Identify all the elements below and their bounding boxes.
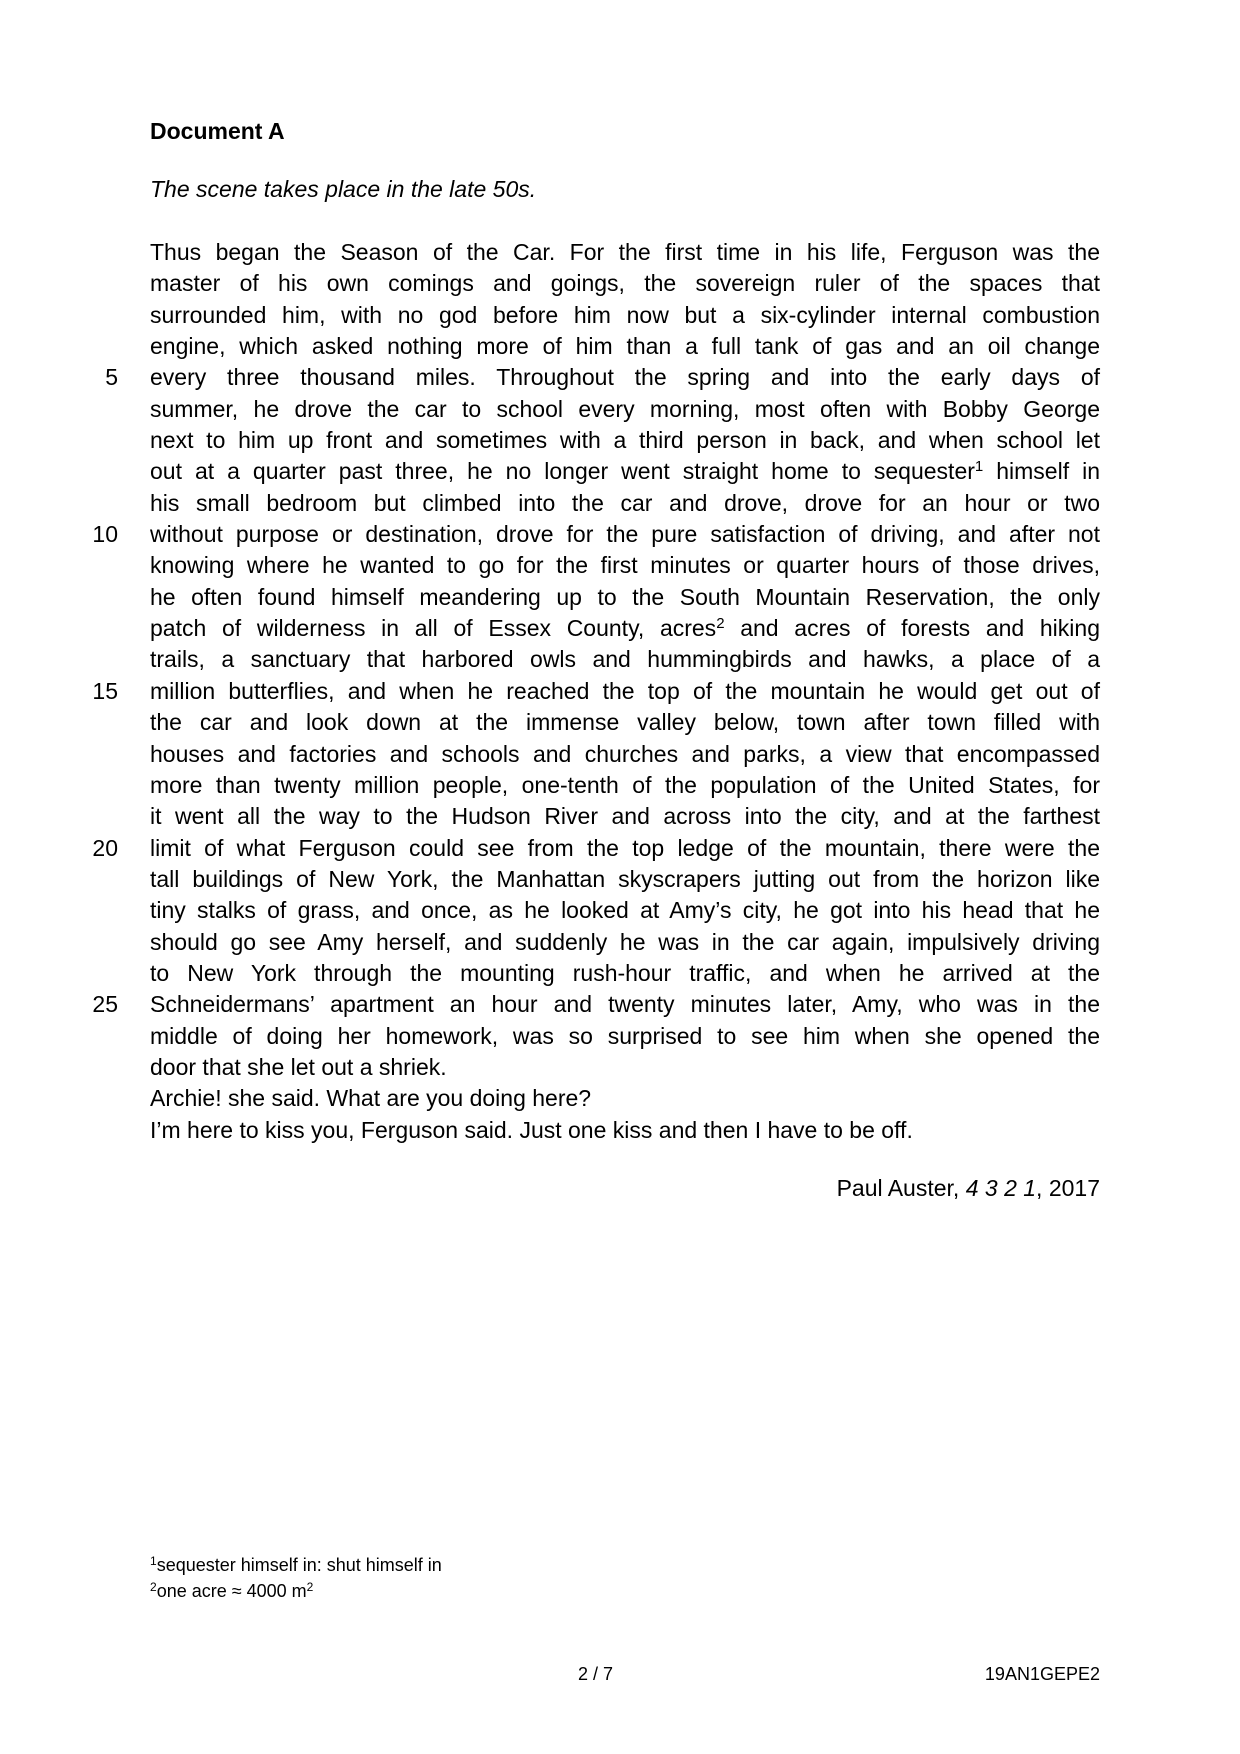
line-text [150, 362, 1100, 393]
citation-title: 4 3 2 1 [965, 1175, 1037, 1201]
line-segment: Schneidermans’ apartment an hour and twenty minutes later, Amy, who was in the [150, 991, 1100, 1018]
line-segment: out at a quarter past three, he no longer went straight home to sequester [150, 458, 975, 485]
passage-line [0, 1083, 1240, 1114]
line-segment: knowing where he wanted to go for the first minutes or quarter hours of those drives, [150, 552, 1100, 579]
footnote-mark: 2 [150, 1580, 157, 1594]
line-text [150, 488, 1100, 519]
line-text [150, 1083, 1100, 1114]
line-text [150, 425, 1100, 456]
passage-line [0, 1052, 1240, 1083]
line-text [150, 895, 1100, 926]
line-segment: door that she let out a shriek. [150, 1053, 447, 1080]
line-segment: million butterflies, and when he reached the top of the mountain he would get out of [150, 677, 1100, 704]
line-text [150, 739, 1100, 770]
footnote-text: sequester himself in: shut himself in [156, 1555, 442, 1575]
document-heading: Document A [150, 118, 285, 144]
passage-line [0, 644, 1240, 675]
line-text [150, 1115, 1100, 1146]
passage-line [0, 833, 1240, 864]
passage-line [0, 707, 1240, 738]
line-number: 25 [92, 991, 118, 1018]
line-segment: Thus began the Season of the Car. For the first time in his life, Ferguson was the [150, 239, 1100, 265]
line-segment: more than twenty million people, one-tenth of the population of the United States, for [150, 771, 1100, 798]
line-text [150, 707, 1100, 738]
passage-line [0, 613, 1240, 644]
line-number: 20 [92, 834, 118, 861]
passage-line [0, 895, 1240, 926]
line-segment: himself in [983, 458, 1100, 485]
line-text [150, 864, 1100, 895]
line-text [150, 394, 1100, 425]
line-segment: limit of what Ferguson could see from the top ledge of the mountain, there were the [150, 834, 1100, 861]
passage-line [0, 300, 1240, 331]
passage-line [0, 989, 1240, 1020]
exam-code: 19AN1GEPE2 [984, 1664, 1100, 1684]
line-segment: next to him up front and sometimes with a third person in back, and when school let [150, 427, 1100, 454]
line-text [150, 801, 1100, 832]
passage-line [0, 864, 1240, 895]
passage [0, 237, 1240, 1146]
line-segment: middle of doing her homework, was so surprised to see him when she opened the [150, 1022, 1100, 1049]
line-text [150, 268, 1100, 299]
line-text [150, 331, 1100, 362]
passage-line [0, 958, 1240, 989]
line-segment: and acres of forests and hiking [724, 615, 1100, 642]
passage-line [0, 394, 1240, 425]
line-segment: patch of wilderness in all of Essex County, acres [150, 615, 717, 642]
passage-line [0, 927, 1240, 958]
line-segment: surrounded him, with no god before him now but a six-cylinder internal combustion [150, 301, 1100, 328]
passage-line [0, 582, 1240, 613]
line-text [150, 989, 1100, 1020]
line-segment: the car and look down at the immense valley below, town after town filled with [150, 709, 1100, 736]
footnote-reference: 2 [716, 615, 725, 633]
line-text [150, 1021, 1100, 1052]
line-text [150, 613, 1100, 644]
line-segment: it went all the way to the Hudson River and across into the city, and at the farthest [150, 803, 1100, 830]
passage-line [0, 237, 1240, 268]
citation-year: , 2017 [1036, 1175, 1100, 1201]
line-text [150, 833, 1100, 864]
line-text [150, 456, 1100, 487]
line-segment: trails, a sanctuary that harbored owls and hummingbirds and hawks, a place of a [150, 646, 1100, 673]
footnote-reference: 1 [974, 458, 984, 476]
passage-line [0, 739, 1240, 770]
footnote-2 [150, 1578, 442, 1604]
passage-line [0, 519, 1240, 550]
page-number: 2 / 7 [578, 1664, 614, 1684]
passage-line [0, 331, 1240, 362]
passage-line [0, 676, 1240, 707]
line-segment: without purpose or destination, drove for the pure satisfaction of driving, and after not [150, 521, 1100, 548]
line-segment: every three thousand miles. Throughout the spring and into the early days of [150, 364, 1100, 391]
line-number: 15 [92, 677, 118, 704]
line-segment: to New York through the mounting rush-hour traffic, and when he arrived at the [150, 959, 1100, 986]
line-text [150, 550, 1100, 581]
passage-line [0, 456, 1240, 487]
line-segment: summer, he drove the car to school every morning, most often with Bobby George [150, 395, 1100, 422]
passage-line [0, 488, 1240, 519]
line-segment: tall buildings of New York, the Manhattan skyscrapers jutting out from the horizon like [150, 865, 1100, 892]
line-text [150, 519, 1100, 550]
passage-line [0, 268, 1240, 299]
passage-line [0, 362, 1240, 393]
line-text [150, 770, 1100, 801]
line-text [150, 237, 1100, 268]
footnote-superscript: 2 [306, 1580, 314, 1594]
line-segment: engine, which asked nothing more of him than a full tank of gas and an oil change [150, 333, 1100, 360]
citation [837, 1175, 1100, 1202]
line-segment: his small bedroom but climbed into the car and drove, drove for an hour or two [150, 489, 1100, 516]
line-segment: I’m here to kiss you, Ferguson said. Just one kiss and then I have to be off. [150, 1116, 913, 1143]
line-text [150, 1052, 1100, 1083]
line-segment: tiny stalks of grass, and once, as he looked at Amy’s city, he got into his head that he [150, 897, 1100, 924]
line-segment: master of his own comings and goings, the sovereign ruler of the spaces that [150, 270, 1100, 297]
line-text [150, 958, 1100, 989]
intro-line: The scene takes place in the late 50s. [150, 176, 537, 202]
line-segment: houses and factories and schools and churches and parks, a view that encompassed [150, 740, 1100, 767]
passage-line [0, 770, 1240, 801]
passage-line [0, 1021, 1240, 1052]
line-number: 5 [105, 364, 118, 391]
footnote-text: one acre ≈ 4000 m [156, 1581, 307, 1601]
passage-line [0, 425, 1240, 456]
line-text [150, 644, 1100, 675]
line-segment: he often found himself meandering up to the South Mountain Reservation, the only [150, 583, 1100, 610]
line-text [150, 676, 1100, 707]
line-segment: should go see Amy herself, and suddenly he was in the car again, impulsively driving [150, 928, 1100, 955]
passage-line [0, 550, 1240, 581]
line-number: 10 [92, 521, 118, 548]
footnote-mark: 1 [150, 1554, 157, 1568]
passage-line [0, 1115, 1240, 1146]
line-text [150, 582, 1100, 613]
line-segment: Archie! she said. What are you doing here? [150, 1085, 592, 1112]
citation-author: Paul Auster, [836, 1175, 966, 1201]
footnotes [150, 1552, 442, 1604]
line-text [150, 300, 1100, 331]
line-text [150, 927, 1100, 958]
passage-line [0, 801, 1240, 832]
footnote-1 [150, 1552, 442, 1578]
